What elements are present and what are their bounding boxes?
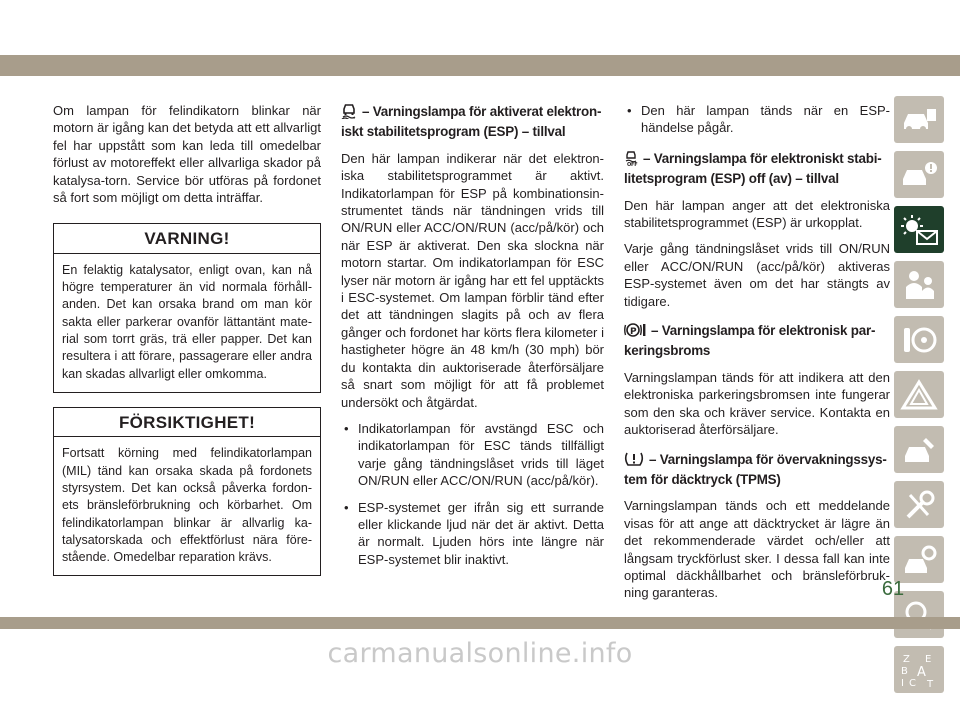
wrench-car-icon — [900, 434, 938, 466]
tab-service[interactable] — [894, 481, 944, 528]
service-tools-icon — [900, 489, 938, 521]
page-number: 61 — [881, 578, 905, 600]
footer-band — [0, 617, 960, 629]
index-letter: Z — [903, 653, 910, 665]
people-safety-icon — [900, 269, 938, 301]
parking-brake-heading: P – Varningslampa för elektronisk par-keringsbroms — [624, 323, 876, 359]
esp-off-paragraph: Den här lampan anger att det elektroniska stabilitetsprogrammet (ESP) är urkopplat. — [624, 197, 890, 231]
esp-active-icon — [341, 102, 357, 123]
esp-reactivation-paragraph: Varje gång tändningslåset vrids till ON/RUN eller ACC/ON/RUN (acc/på/kör) aktiveras ESP-systemet även om det har stängts av tidigare. — [624, 241, 890, 309]
esp-bullet-list — [341, 420, 604, 568]
svg-text:P: P — [630, 327, 637, 338]
list-item: • ESP-systemet ger ifrån sig ett surrande eller klickande ljud när det är aktivt. Detta är normalt. Ljuden hörs inte längre när ESP-systemet blir inaktivt. — [341, 499, 604, 569]
esp-off-heading: OFF – Varningslampa för elektroniskt stabi-litetsprogram (ESP) off (av) – tillval — [624, 150, 882, 187]
index-letter: E — [925, 653, 932, 665]
hazard-triangle-icon — [900, 379, 938, 411]
tab-warning-lights[interactable] — [894, 206, 944, 253]
svg-text:OFF: OFF — [627, 161, 638, 166]
watermark-text: carmanualsonline.info — [327, 638, 633, 669]
parking-brake-icon — [624, 322, 646, 342]
tab-emergency[interactable] — [894, 371, 944, 418]
tab-people-safety[interactable] — [894, 261, 944, 308]
tab-car-alert[interactable] — [894, 151, 944, 198]
warning-title: VARNING! — [54, 224, 320, 253]
warning-box — [53, 223, 321, 392]
index-letter: C — [909, 677, 916, 689]
specifications-icon — [900, 544, 938, 576]
index-letter: I — [901, 677, 904, 689]
header-band — [0, 55, 960, 76]
tpms-heading: – Varningslampa för övervakningssys-tem för däcktryck (TPMS) — [624, 451, 887, 487]
tab-car-info[interactable] — [894, 96, 944, 143]
middle-column — [341, 102, 604, 568]
tpms-paragraph: Varningslampan tänds och ett meddelande visas för att ange att däcktrycket är lägre än det rekommenderade värdet och/eller att långsam tryckförlust sker. I dessa fall kan inte optimal däckhållbarhet och bränsleförbruk-ning garanteras. — [624, 498, 890, 601]
top-margin — [0, 0, 960, 55]
caution-box — [53, 407, 321, 576]
left-column — [53, 102, 321, 576]
esp-active-paragraph: Den här lampan indikerar när det elektron-iska stabilitetsprogrammet är aktivt. Indikatorlampan för ESP på kombinationsin-strumentet tänds när tändningen vrids till ON/RUN eller ACC/ON/RUN (acc/på/kör) och när ESP är aktiverat. Den ska slockna när motorn startar. Om indikatorlampan för ESC lyser när motorn är igång har ett fel upptäckts i ESC-systemet. Om lampan förblir tänd efter det att tändningen slagits på och av flera gånger och fordonet har körts flera kilometer i hastigheter högre än 48 km/h (30 mph) bör du kontakta din auktoriserade återförsäljare så snart som möjligt för att få problemet undersökt och åtgärdat. — [341, 150, 604, 410]
tab-starting[interactable] — [894, 426, 944, 473]
tab-specifications[interactable] — [894, 536, 944, 583]
index-letter: A — [917, 664, 926, 680]
caution-title: FÖRSIKTIGHET! — [54, 408, 320, 437]
esp-off-icon — [624, 149, 638, 170]
steering-wheel-icon — [900, 324, 938, 356]
tab-driving[interactable] — [894, 316, 944, 363]
index-letter: T — [927, 678, 934, 690]
warning-lights-icon — [899, 214, 939, 246]
car-info-icon — [900, 105, 938, 135]
caution-text: Fortsatt körning med felindikatorlampan (MIL) tänd kan orsaka skada på fordonets styrsystem. Det kan också påverka fordon-ets bränsleförbrukning och körbarhet. Om felindikatorlampan blinkar är allvarlig ka-talysatorskada och effektförlust nära före-stående. Omedelbar reparation krävs. — [62, 446, 312, 565]
tpms-icon — [624, 451, 644, 471]
esp-active-heading: – Varningslampa för aktiverat elektron-iskt stabilitetsprogram (ESP) – tillval — [341, 104, 602, 140]
right-column — [624, 102, 890, 602]
list-item: • Indikatorlampan för avstängd ESC och indikatorlampan för ESC tänds tillfälligt varje gång tändningslåset vrids till läget ON/RUN eller ACC/ON/RUN (acc/på/kör). — [341, 420, 604, 490]
chapter-index-tabs — [894, 96, 946, 701]
car-alert-icon — [900, 160, 938, 190]
list-item: • Den här lampan tänds när en ESP-händelse pågår. — [624, 102, 890, 137]
mil-flashing-paragraph: Om lampan för felindikatorn blinkar när motorn är igång kan det betyda att ett allvarligt fel har uppstått som kan leda till omedelbar förlust av motoreffekt eller allvarliga skador på katalysa-torn. Service bör utföras på fordonet så fort som möjligt om detta inträffar. — [53, 103, 321, 206]
index-letter: B — [901, 665, 908, 677]
warning-text: En felaktig katalysator, enligt ovan, kan nå högre temperaturer än vid normala förhåll-anden. Det kan orsaka brand om man kör sakta eller parkerar ovanför lättantänt mate-rial som torrt gräs, trä eller papper. Det kan resultera i att förare, passagerare eller andra kan skadas allvarligt eller omkomma. — [62, 262, 312, 381]
parking-brake-paragraph: Varningslampan tänds för att indikera att den elektroniska parkeringsbromsen inte fungerar som den ska och kräver service. Kontakta en auktoriserad återförsäljare. — [624, 369, 890, 438]
